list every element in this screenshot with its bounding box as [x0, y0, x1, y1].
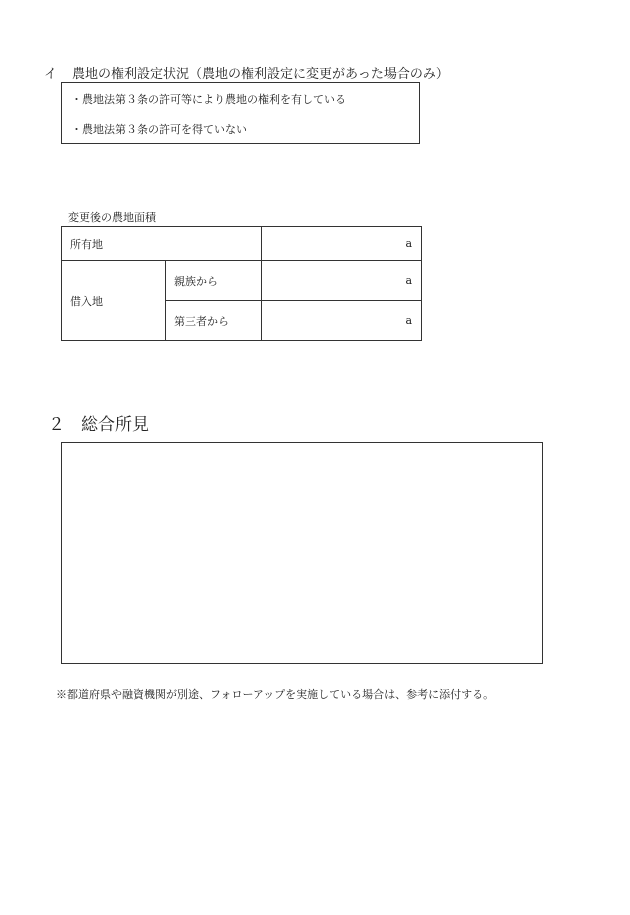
section-2-number: ２ — [48, 415, 65, 435]
owned-land-unit: a — [262, 227, 422, 261]
rights-option-not-permitted: ・農地法第３条の許可を得ていない — [71, 123, 247, 136]
table-row — [62, 261, 422, 301]
table-row — [62, 227, 422, 261]
section-2-title: 総合所見 — [81, 415, 149, 435]
from-third-party-label: 第三者から — [166, 301, 262, 341]
section-i-title: 農地の権利設定状況（農地の権利設定に変更があった場合のみ） — [72, 67, 449, 82]
section-i-heading — [44, 63, 449, 82]
from-relatives-label: 親族から — [166, 261, 262, 301]
footnote: ※都道府県や融資機関が別途、フォローアップを実施している場合は、参考に添付する。 — [56, 688, 495, 701]
from-third-party-unit: a — [262, 301, 422, 341]
borrowed-land-label: 借入地 — [62, 261, 166, 341]
overall-findings-box[interactable] — [61, 442, 543, 664]
section-2-heading — [48, 410, 149, 435]
rights-option-permitted: ・農地法第３条の許可等により農地の権利を有している — [71, 93, 346, 106]
rights-status-box — [61, 82, 420, 144]
farmland-area-table — [61, 226, 422, 341]
section-i-mark: イ — [44, 67, 58, 82]
area-table-caption: 変更後の農地面積 — [68, 211, 156, 224]
owned-land-label: 所有地 — [62, 227, 262, 261]
from-relatives-unit: a — [262, 261, 422, 301]
